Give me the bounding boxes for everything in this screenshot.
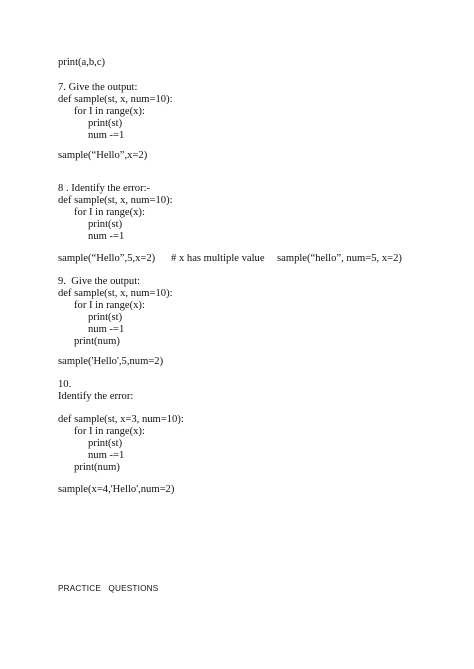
code-line: def sample(st, x, num=10): [58,195,173,206]
code-line: print(num) [74,462,120,473]
code-line: print(a,b,c) [58,57,106,68]
code-line: print(num) [74,336,120,347]
code-line: sample(“Hello”,x=2) [58,150,148,161]
code-line: for I in range(x): [74,300,145,311]
code-line: sample(x=4,'Hello',num=2) [58,484,175,495]
question-7-heading: 7. Give the output: [58,82,138,93]
code-line: for I in range(x): [74,106,145,117]
code-line: def sample(st, x, num=10): [58,94,173,105]
code-line: def sample(st, x=3, num=10): [58,414,184,425]
code-line: print(st) [88,312,123,323]
code-line: print(st) [88,219,123,230]
code-line: sample('Hello',5,num=2) [58,356,164,367]
code-line: num -=1 [88,130,125,141]
code-line: for I in range(x): [74,426,145,437]
code-line: num -=1 [88,450,125,461]
code-line: num -=1 [88,324,125,335]
code-line: num -=1 [88,231,125,242]
code-line: print(st) [88,118,123,129]
code-line: sample(“Hello”,5,x=2) [58,253,156,264]
code-line: for I in range(x): [74,207,145,218]
question-10-heading: 10. [58,379,72,390]
question-8-heading: 8 . Identify the error:- [58,183,151,194]
question-10-subheading: Identify the error: [58,391,134,402]
code-line: def sample(st, x, num=10): [58,288,173,299]
code-line: sample(“hello”, num=5, x=2) [277,253,402,264]
page-footer: PRACTICE QUESTIONS [58,584,159,593]
question-9-heading: 9. Give the output: [58,276,141,287]
code-comment: # x has multiple value [171,253,265,264]
code-line: print(st) [88,438,123,449]
